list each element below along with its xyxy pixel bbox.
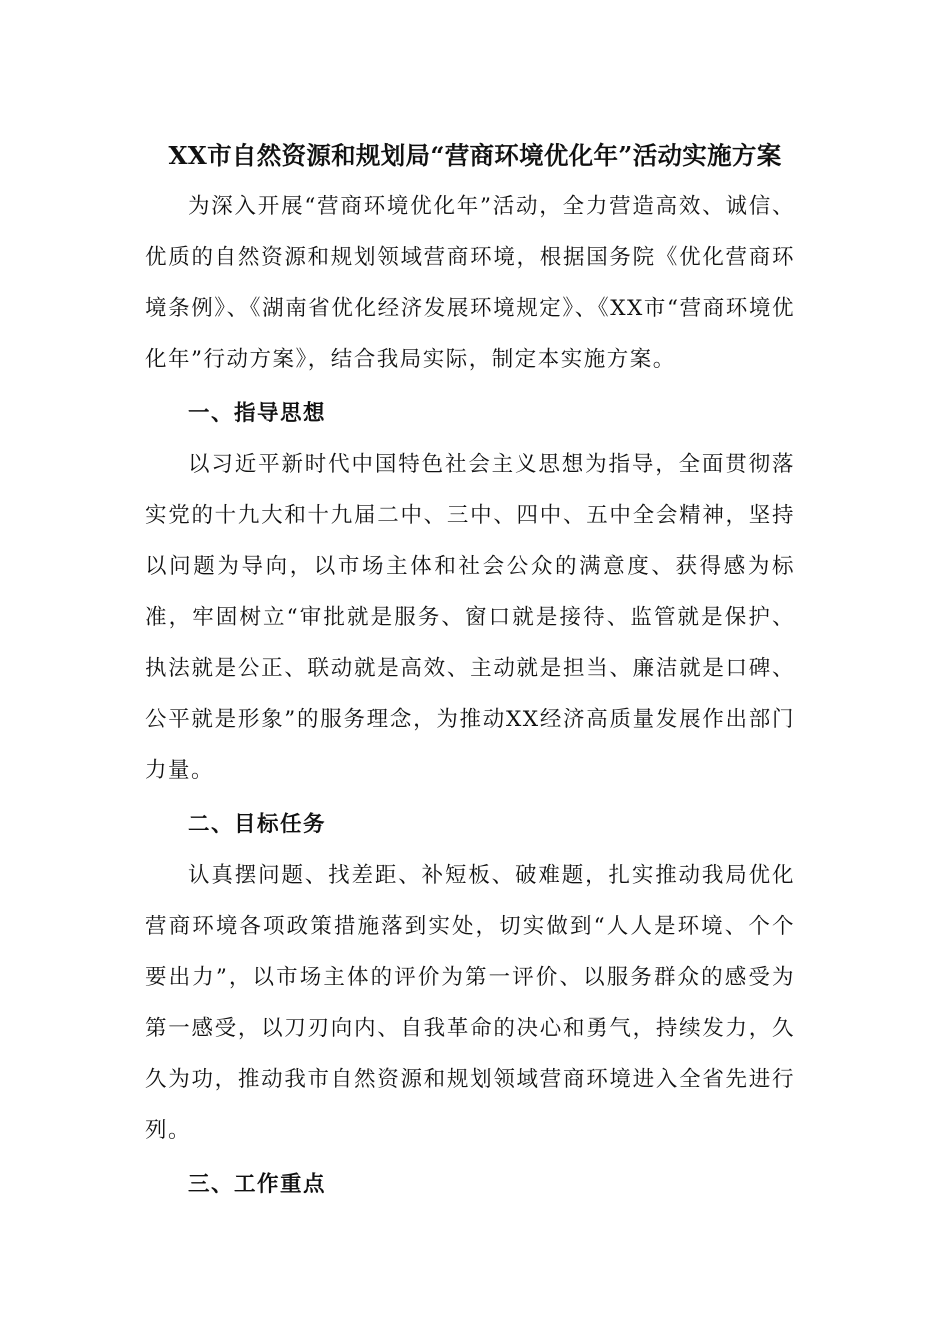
- document-body: [145, 181, 795, 1210]
- section-heading-guiding-ideology: 一、指导思想: [188, 401, 327, 426]
- intro-paragraph: 为深入开展“营商环境优化年”活动，全力营造高效、诚信、优质的自然资源和规划领域营商环境，根据国务院《优化营商环境条例》、《湖南省优化经济发展环境规定》、《XX市“营商环境优化年”行动方案》，结合我局实际，制定本实施方案。: [145, 194, 795, 372]
- section-heading-work-focus: 三、工作重点: [188, 1172, 327, 1197]
- section-body-objectives: 认真摆问题、找差距、补短板、破难题，扎实推动我局优化营商环境各项政策措施落到实处，切实做到“人人是环境、个个要出力”，以市场主体的评价为第一评价、以服务群众的感受为第一感受，以刀刃向内、自我革命的决心和勇气，持续发力，久久为功，推动我市自然资源和规划领域营商环境进入全省先进行列。: [145, 863, 795, 1143]
- section-body-guiding-ideology: 以习近平新时代中国特色社会主义思想为指导，全面贯彻落实党的十九大和十九届二中、三中、四中、五中全会精神，坚持以问题为导向，以市场主体和社会公众的满意度、获得感为标准，牢固树立“审批就是服务、窗口就是接待、监管就是保护、执法就是公正、联动就是高效、主动就是担当、廉洁就是口碑、公平就是形象”的服务理念，为推动XX经济高质量发展作出部门力量。: [145, 452, 795, 783]
- section-heading-objectives: 二、目标任务: [188, 812, 327, 837]
- document-title: XX市自然资源和规划局“营商环境优化年”活动实施方案: [168, 141, 782, 170]
